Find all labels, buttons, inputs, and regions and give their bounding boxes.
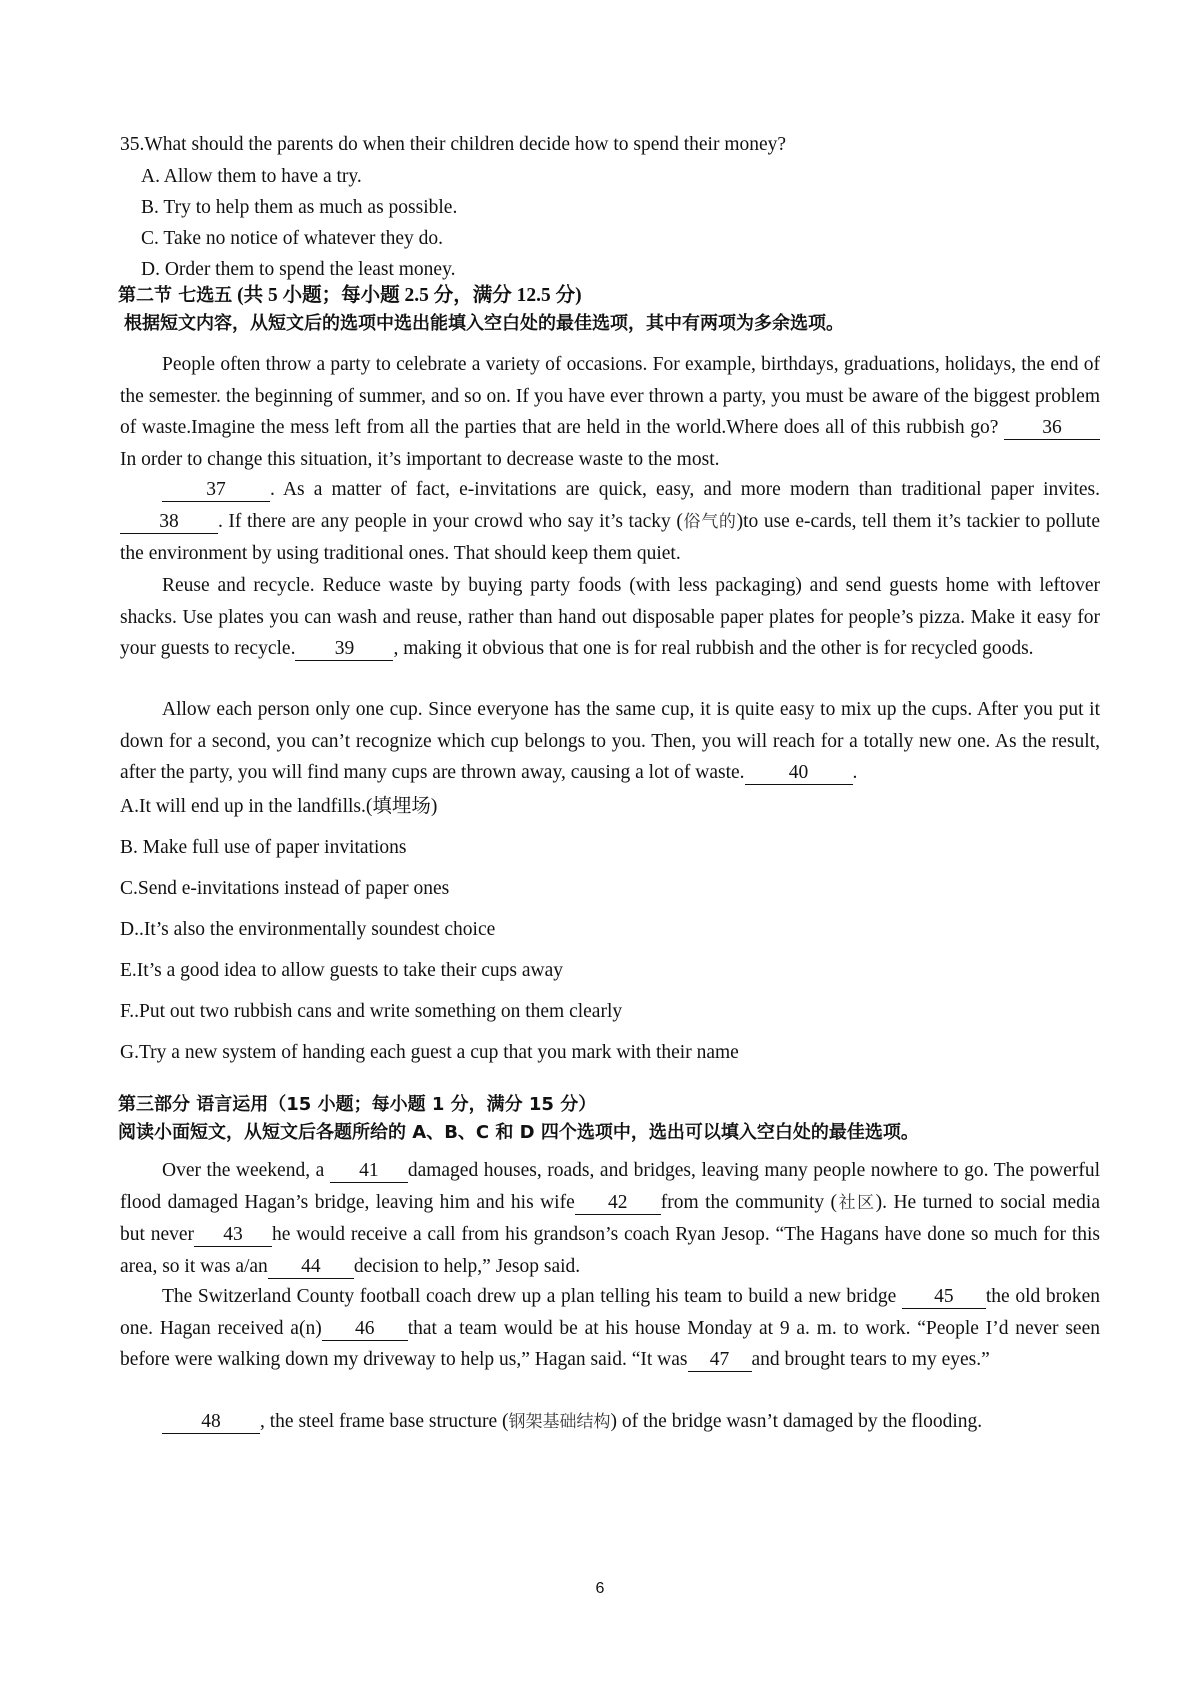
passage-paragraph-2: 37 . As a matter of fact, e-invitations are quick, easy, and more modern than traditional paper invites.38 . If there are any people in your crowd who say it’s tacky (俗气的)to use e-cards, tell them it’s tackier to pollute the environment by using traditional ones. That should keep them quiet. (120, 479, 1101, 564)
question-35-option-b: B. Try to help them as much as possible. (141, 197, 458, 218)
blank-44: 44 (268, 1256, 354, 1279)
blank-37: 37 (162, 479, 270, 502)
blank-45: 45 (902, 1286, 986, 1309)
question-35-option-d: D. Order them to spend the least money. (141, 259, 456, 280)
cloze-paragraph-3: 48 , the steel frame base structure (钢架基础结构) of the bridge wasn’t damaged by the flooding. (120, 1406, 1100, 1439)
section-3-instruction: 阅读小面短文，从短文后各题所给的 A、B、C 和 D 四个选项中，选出可以填入空白处的最佳选项。 (118, 1122, 919, 1143)
section-2-title-rest: (共 5 小题；每小题 2.5 分，满分 12.5 分) (237, 285, 582, 306)
choice-a: A.It will end up in the landfills.(填埋场) (120, 796, 438, 817)
blank-42: 42 (575, 1192, 661, 1215)
passage-paragraph-1: People often throw a party to celebrate a variety of occasions. For example, birthdays, graduations, holidays, the end of the semester. the beginning of summer, and so on. If you have ever thrown a party, you must be aware of the biggest problem of waste.Imagine the mess left from all the parties that are held in the world.Where does all of this rubbish go? 36 In order to change this situation, it’s important to decrease waste to the most. (120, 354, 1100, 470)
choice-f: F..Put out two rubbish cans and write something on them clearly (120, 1001, 623, 1022)
question-35-option-c: C. Take no notice of whatever they do. (141, 228, 444, 249)
choice-g: G.Try a new system of handing each guest a cup that you mark with their name (120, 1042, 739, 1063)
question-35-option-a: A. Allow them to have a try. (141, 166, 362, 187)
section-2-title (118, 283, 582, 309)
blank-40: 40 (745, 762, 853, 785)
passage-paragraph-4: Allow each person only one cup. Since everyone has the same cup, it is quite easy to mix up the cups. After you put it down for a second, you can’t recognize which cup belongs to you. Then, you will reach for a totally new one. As the result, after the party, you will find many cups are thrown away, causing a lot of waste. 40 . (120, 699, 1100, 783)
blank-41: 41 (330, 1160, 408, 1183)
section-3-title: 第三部分 语言运用（15 小题；每小题 1 分，满分 15 分） (118, 1094, 597, 1115)
blank-39: 39 (295, 638, 393, 661)
blank-48: 48 (162, 1411, 260, 1434)
choice-d: D..It’s also the environmentally soundest choice (120, 919, 496, 940)
section-2-instruction: 根据短文内容，从短文后的选项中选出能填入空白处的最佳选项，其中有两项为多余选项。 (124, 313, 844, 334)
blank-46: 46 (322, 1318, 408, 1341)
choice-b: B. Make full use of paper invitations (120, 837, 407, 858)
cloze-paragraph-1: Over the weekend, a 41 damaged houses, roads, and bridges, leaving many people nowhere to go. The powerful flood damaged Hagan’s bridge, leaving him and his wife 42 from the community (社区). He turned to social media but never 43 he would receive a call from his grandson’s coach Ryan Jesop. “The Hagans have done so much for this area, so it was a/an 44 decision to help,” Jesop said. (120, 1160, 1100, 1277)
blank-47: 47 (688, 1349, 752, 1372)
passage-paragraph-3: Reuse and recycle. Reduce waste by buying party foods (with less packaging) and send guests home with leftover shacks. Use plates you can wash and reuse, rather than hand out disposable paper plates for people’s pizza. Make it easy for your guests to recycle. 39 , making it obvious that one is for real rubbish and the other is for recycled goods. (120, 575, 1100, 659)
page-number: 6 (595, 1580, 605, 1597)
cloze-paragraph-2: The Switzerland County football coach drew up a plan telling his team to build a new bridge 45 the old broken one. Hagan received a(n) 46 that a team would be at his house Monday at 9 a. m. to work. “People I’d never seen before were walking down my driveway to help us,” Hagan said. “It was 47 and brought tears to my eyes.” (120, 1286, 1100, 1370)
blank-43: 43 (194, 1224, 272, 1247)
question-35-stem: 35.What should the parents do when their children decide how to spend their money? (120, 134, 787, 155)
choice-c: C.Send e-invitations instead of paper ones (120, 878, 450, 899)
section-2-title-cn: 第二节 七选五 (118, 285, 233, 306)
choice-e: E.It’s a good idea to allow guests to take their cups away (120, 960, 563, 981)
blank-36: 36 (1004, 417, 1100, 440)
blank-38: 38 (120, 511, 218, 534)
